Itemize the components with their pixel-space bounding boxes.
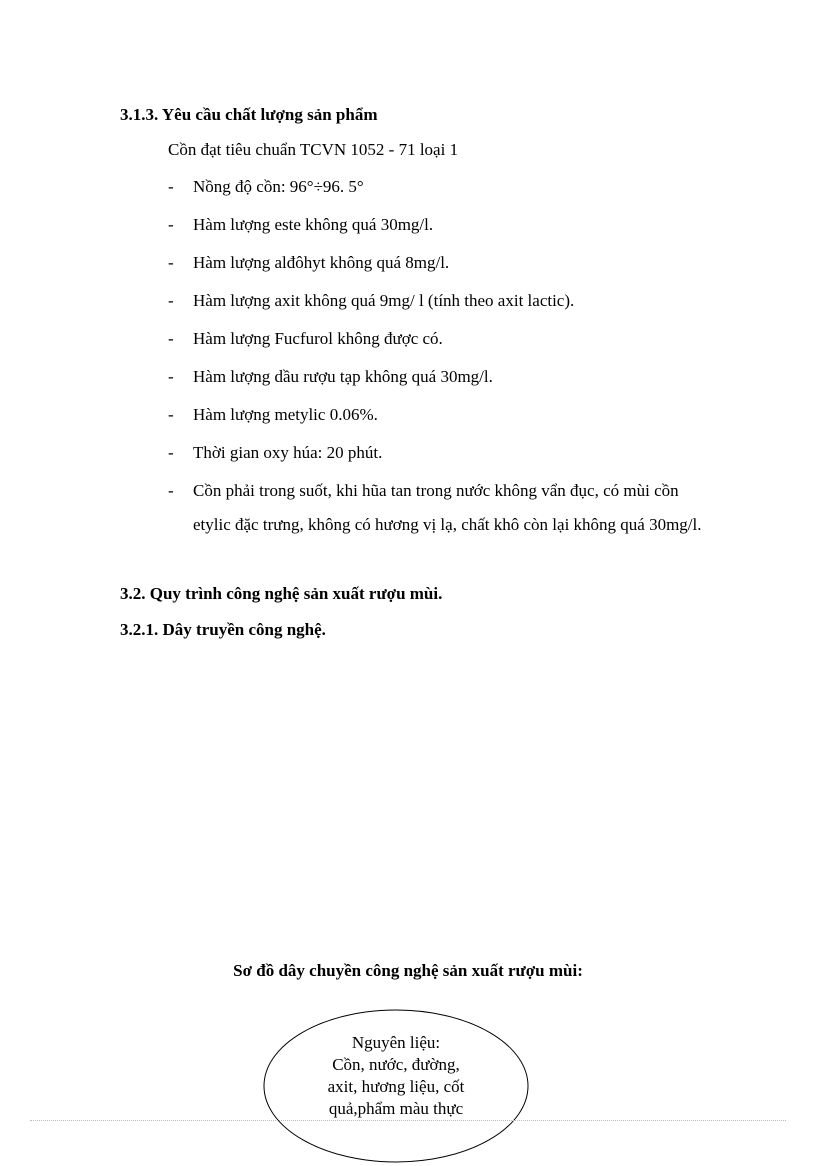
list-item xyxy=(168,474,708,542)
list-item xyxy=(168,214,708,236)
list-dash: - xyxy=(168,253,174,272)
list-dash: - xyxy=(168,291,174,310)
list-item-text: Hàm lượng metylic 0.06%. xyxy=(193,405,378,424)
standard-intro: Cồn đạt tiêu chuẩn TCVN 1052 - 71 loại 1 xyxy=(168,140,459,159)
list-item-text: Cồn phải trong suốt, khi hũa tan trong nước không vẩn đục, có mùi cồn etylic đặc trưng, không có hương vị lạ, chất khô còn lại không quá 30mg/l. xyxy=(193,481,702,534)
diagram-title: Sơ đồ dây chuyền công nghệ sản xuất rượu mùi: xyxy=(233,961,583,980)
node-line: axit, hương liệu, cốt xyxy=(327,1077,465,1096)
node-label: Nguyên liệu: xyxy=(351,1033,441,1052)
list-item-text: Nồng độ cồn: 96°÷96. 5° xyxy=(193,177,364,196)
list-dash: - xyxy=(168,443,174,462)
list-item-text: Hàm lượng dầu rượu tạp không quá 30mg/l. xyxy=(193,367,493,386)
list-dash: - xyxy=(168,481,174,500)
raw-materials-node xyxy=(262,1006,530,1166)
list-dash: - xyxy=(168,405,174,424)
list-dash: - xyxy=(168,177,174,196)
node-text xyxy=(292,1032,500,1120)
requirements-list xyxy=(168,176,708,558)
node-line: quả,phẩm màu thực xyxy=(328,1099,464,1118)
page-bottom-rule xyxy=(30,1120,786,1121)
section-heading-3-1-3: 3.1.3. Yêu cầu chất lượng sản phẩm xyxy=(120,105,378,124)
list-item xyxy=(168,404,708,426)
list-item-text: Hàm lượng alđôhyt không quá 8mg/l. xyxy=(193,253,450,272)
list-item xyxy=(168,252,708,274)
list-dash: - xyxy=(168,329,174,348)
list-item xyxy=(168,290,708,312)
section-heading-3-2: 3.2. Quy trình công nghệ sản xuất rượu mùi. xyxy=(120,584,443,603)
list-item-text: Thời gian oxy húa: 20 phút. xyxy=(193,443,383,462)
list-item-text: Hàm lượng este không quá 30mg/l. xyxy=(193,215,434,234)
list-dash: - xyxy=(168,367,174,386)
list-item xyxy=(168,328,708,350)
list-item-text: Hàm lượng Fucfurol không được có. xyxy=(193,329,443,348)
list-item-text: Hàm lượng axit không quá 9mg/ l (tính theo axit lactic). xyxy=(193,291,575,310)
list-dash: - xyxy=(168,215,174,234)
list-item xyxy=(168,442,708,464)
list-item xyxy=(168,366,708,388)
node-line: Cồn, nước, đường, xyxy=(332,1055,460,1074)
list-item xyxy=(168,176,708,198)
section-heading-3-2-1: 3.2.1. Dây truyền công nghệ. xyxy=(120,620,326,639)
